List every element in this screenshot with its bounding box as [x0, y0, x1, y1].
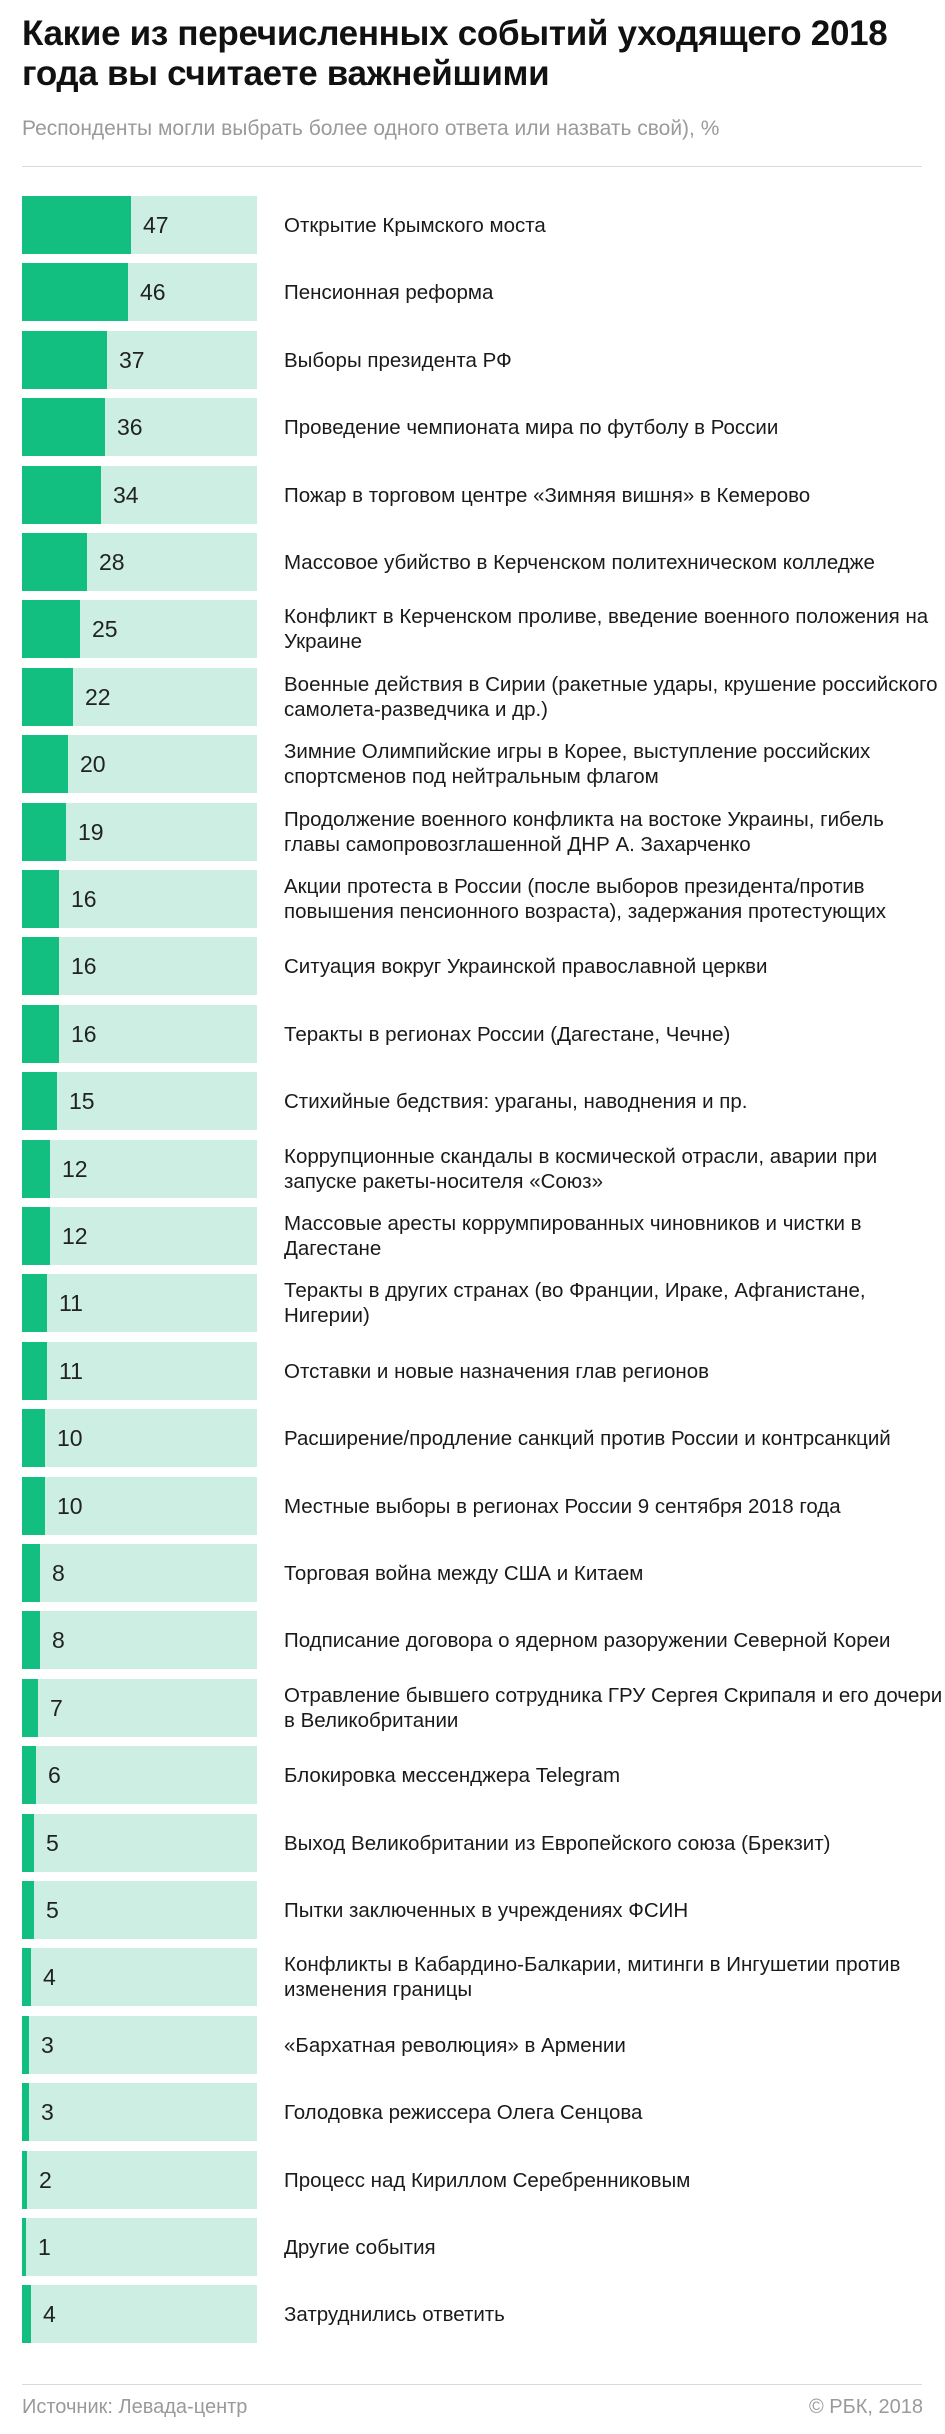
category-label: Акции протеста в России (после выборов президента/против повышения пенсионного возраста), задержания протестующих [284, 875, 887, 923]
bar [22, 533, 87, 591]
bar [22, 1477, 45, 1535]
category-label: «Бархатная революция» в Армении [284, 2033, 626, 2057]
bar-value-label: 5 [46, 1830, 59, 1856]
bar-row [22, 1746, 922, 1804]
bar-value-label: 16 [71, 886, 97, 912]
bar-track [22, 2285, 257, 2343]
bar-row [22, 2151, 922, 2209]
bar [22, 1207, 50, 1265]
bar [22, 1814, 34, 1872]
category-label: Расширение/продление санкций против России и контрсанкций [284, 1426, 891, 1450]
category-label: Конфликты в Кабардино-Балкарии, митинги в Ингушетии против изменения границы [284, 1953, 901, 2001]
bar-value-label: 25 [92, 616, 118, 642]
category-label: Конфликт в Керченском проливе, введение военного положения на Украине [284, 605, 929, 653]
bar [22, 1611, 40, 1669]
bar-row [22, 1544, 922, 1602]
bar-track [22, 2218, 257, 2276]
bar-row [22, 1140, 922, 1198]
bar-value-label: 20 [80, 751, 106, 777]
bar-row [22, 196, 922, 254]
bar-track [22, 1140, 257, 1198]
bar-row [22, 1679, 943, 1737]
bar-row [22, 1207, 922, 1265]
bar-value-label: 4 [43, 2301, 56, 2327]
bar [22, 2016, 29, 2074]
bar-row [22, 735, 922, 793]
bar-value-label: 8 [52, 1627, 65, 1653]
bar-track [22, 2083, 257, 2141]
category-label: Выход Великобритании из Европейского союза (Брекзит) [284, 1831, 831, 1855]
bar-value-label: 47 [143, 212, 169, 238]
bar-value-label: 10 [57, 1425, 83, 1451]
category-label: Проведение чемпионата мира по футболу в России [284, 415, 779, 439]
bar [22, 1274, 47, 1332]
bar-row [22, 600, 929, 658]
bar [22, 668, 73, 726]
bar-value-label: 11 [59, 1358, 83, 1384]
bar-track [22, 803, 257, 861]
bar-row [22, 937, 922, 995]
category-label: Стихийные бедствия: ураганы, наводнения и пр. [284, 1089, 748, 1113]
bar-value-label: 5 [46, 1897, 59, 1923]
bar-row [22, 1409, 922, 1467]
bar [22, 735, 68, 793]
bar-value-label: 2 [39, 2167, 52, 2193]
bar-value-label: 11 [59, 1290, 83, 1316]
bar-row [22, 870, 922, 928]
category-label: Выборы президента РФ [284, 348, 512, 372]
bar [22, 398, 105, 456]
bar-row [22, 803, 922, 861]
category-label: Подписание договора о ядерном разоружении Северной Кореи [284, 1628, 891, 1652]
category-label: Массовые аресты коррумпированных чиновников и чистки в Дагестане [284, 1212, 862, 1260]
bar-row [22, 398, 922, 456]
bar-row [22, 2083, 922, 2141]
bar-value-label: 3 [41, 2099, 54, 2125]
bar-track [22, 1005, 257, 1063]
bar-value-label: 7 [50, 1695, 63, 1721]
bar [22, 600, 80, 658]
header-divider [22, 166, 922, 167]
bar [22, 1881, 34, 1939]
bar-value-label: 12 [62, 1156, 88, 1182]
bar-value-label: 8 [52, 1560, 65, 1586]
bar-row [22, 2285, 922, 2343]
category-label: Теракты в регионах России (Дагестане, Чечне) [284, 1022, 731, 1046]
bar-value-label: 3 [41, 2032, 54, 2058]
bar-row [22, 1611, 922, 1669]
bar-track [22, 2016, 257, 2074]
bar-track [22, 2151, 257, 2209]
bar [22, 1746, 36, 1804]
category-label: Ситуация вокруг Украинской православной церкви [284, 954, 768, 978]
bar-row [22, 1948, 922, 2006]
bar-value-label: 22 [85, 684, 111, 710]
bar-value-label: 15 [69, 1088, 95, 1114]
bar [22, 331, 107, 389]
category-label: Отставки и новые назначения глав регионов [284, 1359, 710, 1383]
category-label: Отравление бывшего сотрудника ГРУ Сергея Скрипаля и его дочери в Великобритании [284, 1684, 943, 1732]
bar-row [22, 2218, 922, 2276]
category-label: Местные выборы в регионах России 9 сентября 2018 года [284, 1494, 841, 1518]
bar-row [22, 263, 922, 321]
bar-value-label: 34 [113, 482, 139, 508]
bar-row [22, 533, 922, 591]
bar-value-label: 19 [78, 819, 104, 845]
bar [22, 1140, 50, 1198]
category-label: Пожар в торговом центре «Зимняя вишня» в Кемерово [284, 483, 811, 507]
bar [22, 1948, 31, 2006]
bar-track [22, 735, 257, 793]
bar-value-label: 10 [57, 1493, 83, 1519]
bar [22, 1409, 45, 1467]
bar-value-label: 12 [62, 1223, 88, 1249]
category-label: Торговая война между США и Китаем [284, 1561, 644, 1585]
bar-row [22, 668, 938, 726]
bar [22, 803, 66, 861]
category-label: Пытки заключенных в учреждениях ФСИН [284, 1898, 689, 1922]
source-note: Источник: Левада-центр [22, 2396, 248, 2418]
chart-subtitle: Респонденты могли выбрать более одного ответа или назвать свой), % [22, 117, 720, 140]
bar-track [22, 600, 257, 658]
bar-value-label: 16 [71, 953, 97, 979]
bar-row [22, 1274, 922, 1332]
category-label: Массовое убийство в Керченском политехническом колледже [284, 550, 875, 574]
bar-row [22, 1814, 922, 1872]
category-label: Открытие Крымского моста [284, 213, 546, 237]
bar [22, 196, 131, 254]
bar-value-label: 46 [140, 279, 166, 305]
bar [22, 2083, 29, 2141]
bar-track [22, 533, 257, 591]
bar-track [22, 870, 257, 928]
footer-divider [22, 2384, 922, 2385]
category-label: Военные действия в Сирии (ракетные удары, крушение российского самолета-разведчика и др.) [284, 673, 938, 721]
bar-value-label: 37 [119, 347, 145, 373]
bar-row [22, 1342, 922, 1400]
bar [22, 1005, 59, 1063]
category-label: Продолжение военного конфликта на востоке Украины, гибель главы самопровозглашенной ДНР А. Захарченко [284, 808, 884, 856]
bar [22, 1544, 40, 1602]
bar-row [22, 2016, 922, 2074]
category-label: Блокировка мессенджера Telegram [284, 1763, 621, 1787]
bar [22, 2151, 27, 2209]
category-label: Другие события [284, 2235, 436, 2259]
bar-row [22, 1072, 922, 1130]
bar-track [22, 196, 257, 254]
bar-value-label: 6 [48, 1762, 61, 1788]
bar-value-label: 1 [38, 2234, 51, 2260]
bar-track [22, 1342, 257, 1400]
bar [22, 1342, 47, 1400]
bar-track [22, 668, 257, 726]
bar-row [22, 466, 922, 524]
bar-chart [0, 196, 945, 2396]
bar-track [22, 937, 257, 995]
bar-row [22, 1477, 922, 1535]
bar-row [22, 331, 922, 389]
category-label: Коррупционные скандалы в космической отрасли, аварии при запуске ракеты-носителя «Союз» [284, 1145, 878, 1193]
category-label: Голодовка режиссера Олега Сенцова [284, 2100, 643, 2124]
category-label: Зимние Олимпийские игры в Корее, выступление российских спортсменов под нейтральным флагом [284, 740, 871, 788]
bar [22, 870, 59, 928]
bar-track [22, 1274, 257, 1332]
category-label: Затруднились ответить [284, 2302, 505, 2326]
bar [22, 1072, 57, 1130]
bar-track [22, 1207, 257, 1265]
bar-value-label: 28 [99, 549, 125, 575]
category-label: Теракты в других странах (во Франции, Ираке, Афганистане, Нигерии) [284, 1279, 866, 1327]
bar-track [22, 1948, 257, 2006]
bar [22, 1679, 38, 1737]
bar [22, 937, 59, 995]
bar-row [22, 1005, 922, 1063]
bar-track [22, 1072, 257, 1130]
bar-value-label: 16 [71, 1021, 97, 1047]
bar [22, 466, 101, 524]
bar-value-label: 36 [117, 414, 143, 440]
copyright-note: © РБК, 2018 [808, 2396, 923, 2418]
bar-track [22, 466, 257, 524]
bar [22, 2218, 26, 2276]
bar [22, 263, 128, 321]
bar-value-label: 4 [43, 1964, 56, 1990]
bar [22, 2285, 31, 2343]
bar-row [22, 1881, 922, 1939]
chart-title: Какие из перечисленных событий уходящего 2018 года вы считаете важнейшими [22, 14, 888, 93]
category-label: Пенсионная реформа [284, 280, 494, 304]
category-label: Процесс над Кириллом Серебренниковым [284, 2168, 691, 2192]
